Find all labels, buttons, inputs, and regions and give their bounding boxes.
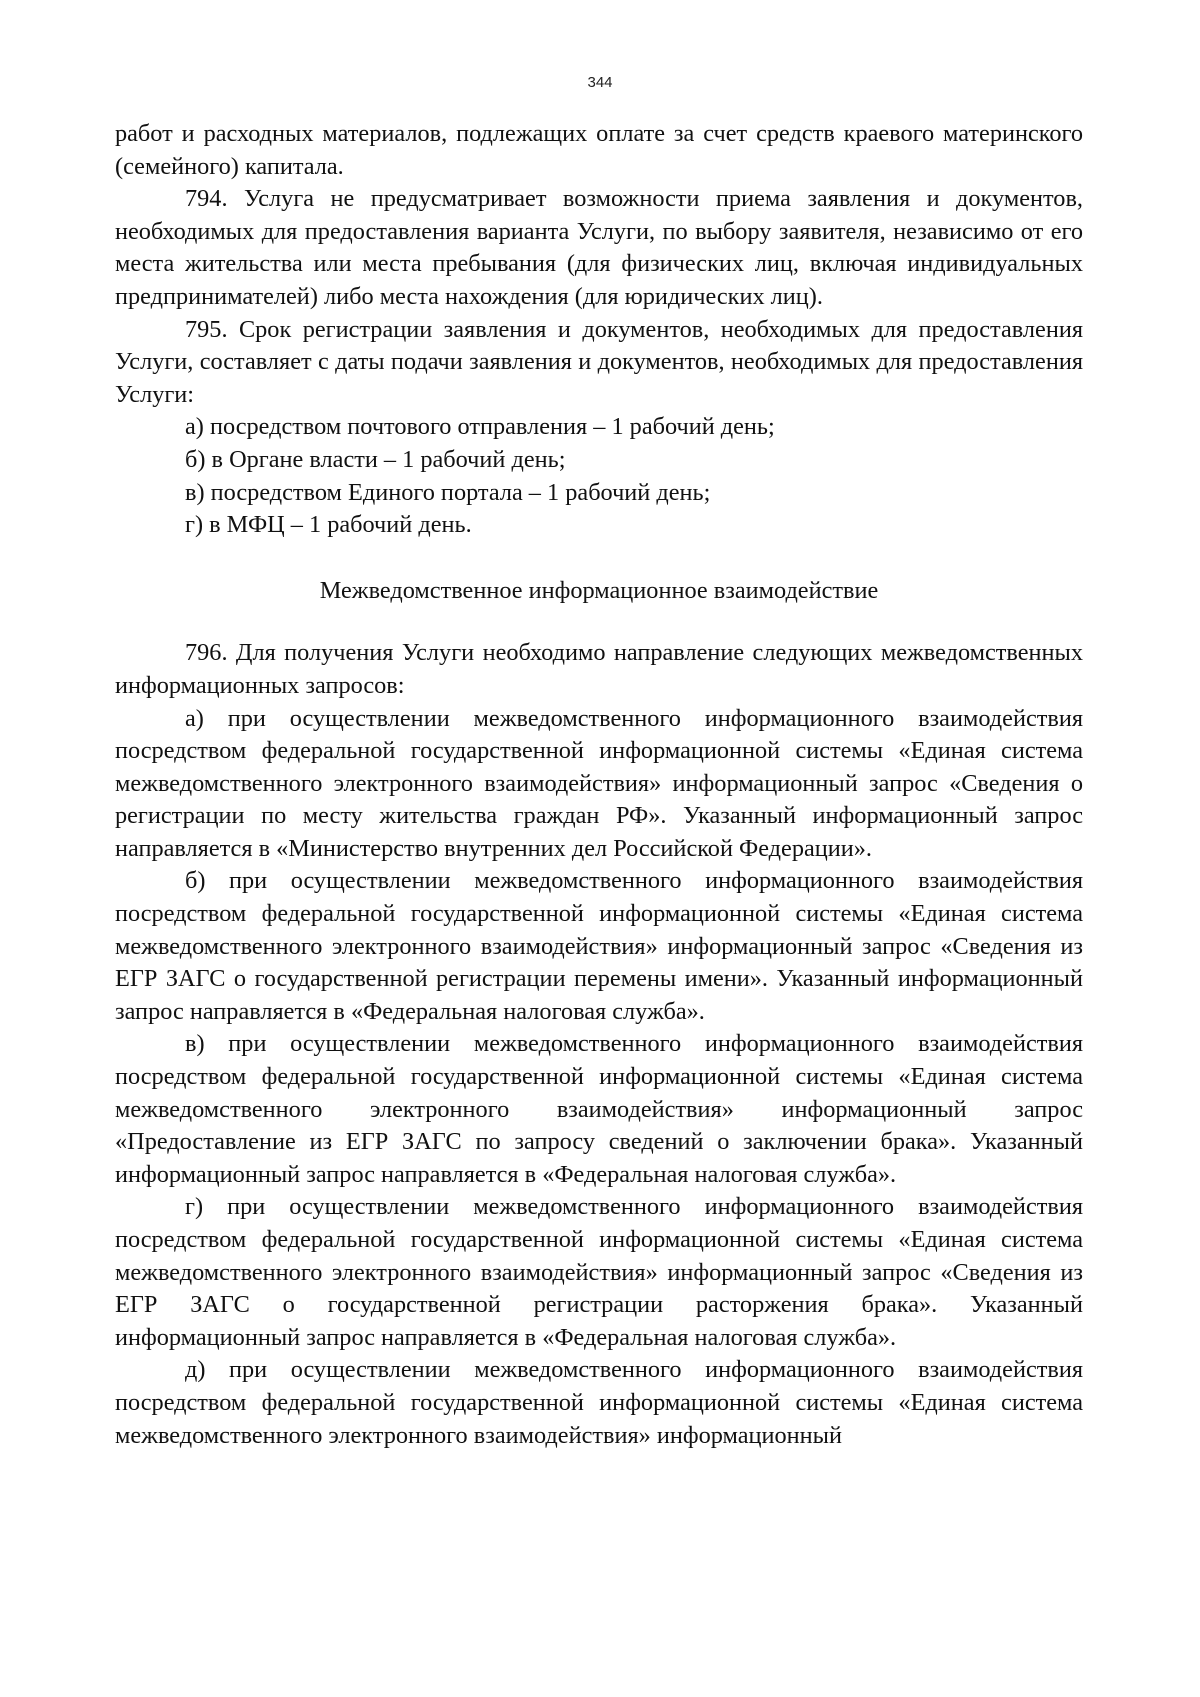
section-heading: Межведомственное информационное взаимодействие (319, 576, 879, 604)
paragraphs-bottom (115, 637, 1083, 1452)
list-item-g: г) в МФЦ – 1 рабочий день. (185, 511, 472, 539)
paragraphs-top (115, 118, 1083, 542)
paragraph-796: 796. Для получения Услуги необходимо направление следующих межведомственных информационных запросов: (115, 639, 1083, 699)
page-number: 344 (587, 74, 613, 91)
request-item-b: б) при осуществлении межведомственного информационного взаимодействия посредством федеральной государственной информационной системы «Единая система межведомственного электронного взаимодействия» информационный запрос «Сведения из ЕГР ЗАГС о государственной регистрации перемены имени». Указанный информационный запрос направляется в «Федеральная налоговая служба». (115, 867, 1083, 1025)
paragraph: работ и расходных материалов, подлежащих оплате за счет средств краевого материнского (семейного) капитала. (115, 120, 1083, 180)
request-item-v: в) при осуществлении межведомственного информационного взаимодействия посредством федеральной государственной информационной системы «Единая система межведомственного электронного взаимодействия» информационный запрос «Предоставление из ЕГР ЗАГС по запросу сведений о заключении брака». Указанный информационный запрос направляется в «Федеральная налоговая служба». (115, 1030, 1083, 1188)
paragraph-795: 795. Срок регистрации заявления и документов, необходимых для предоставления Услуги, составляет с даты подачи заявления и документов, необходимых для предоставления Услуги: (115, 315, 1083, 408)
request-item-a: а) при осуществлении межведомственного информационного взаимодействия посредством федеральной государственной информационной системы «Единая система межведомственного электронного взаимодействия» информационный запрос «Сведения о регистрации по месту жительства граждан РФ». Указанный информационный запрос направляется в «Министерство внутренних дел Российской Федерации». (115, 704, 1083, 862)
list-item-b: б) в Органе власти – 1 рабочий день; (185, 445, 566, 473)
request-item-g: г) при осуществлении межведомственного информационного взаимодействия посредством федеральной государственной информационной системы «Единая система межведомственного электронного взаимодействия» информационный запрос «Сведения из ЕГР ЗАГС о государственной регистрации расторжения брака». Указанный информационный запрос направляется в «Федеральная налоговая служба». (115, 1193, 1083, 1351)
list-item-a: а) посредством почтового отправления – 1 рабочий день; (185, 413, 775, 441)
list-item-v: в) посредством Единого портала – 1 рабочий день; (185, 478, 711, 506)
document-body (115, 118, 1083, 1452)
request-item-d: д) при осуществлении межведомственного информационного взаимодействия посредством федеральной государственной информационной системы «Единая система межведомственного электронного взаимодействия» информационный (115, 1356, 1083, 1449)
paragraph-794: 794. Услуга не предусматривает возможности приема заявления и документов, необходимых для предоставления варианта Услуги, по выбору заявителя, независимо от его места жительства или места пребывания (для физических лиц, включая индивидуальных предпринимателей) либо места нахождения (для юридических лиц). (115, 185, 1083, 310)
